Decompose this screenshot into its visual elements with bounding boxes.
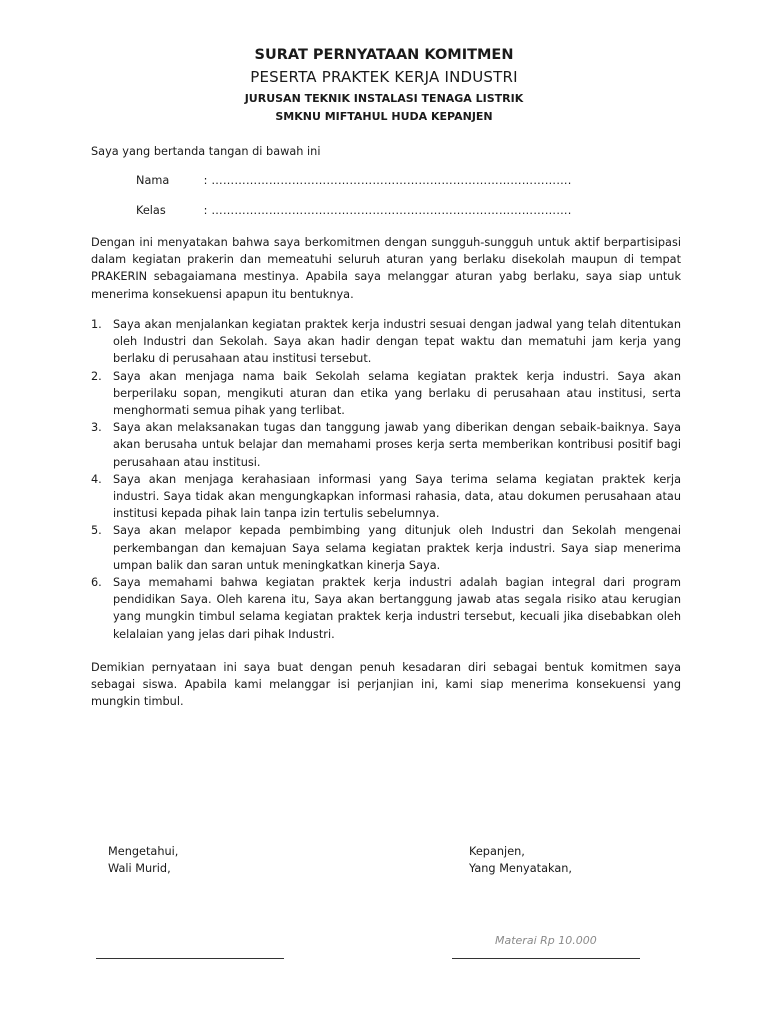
field-nama-label: Nama <box>136 174 170 187</box>
field-kelas <box>136 204 572 217</box>
signature-line-right <box>452 958 640 959</box>
list-item <box>91 574 681 643</box>
school-name: SMKNU MIFTAHUL HUDA KEPANJEN <box>275 110 493 123</box>
list-item-number: 5. <box>91 524 102 538</box>
list-item-number: 3. <box>91 421 102 435</box>
list-item-text: Saya akan menjaga nama baik Sekolah selama kegiatan praktek kerja industri. Saya akan berperilaku sopan, mengikuti aturan dan etika yang berlaku di perusahaan atau institusi, serta menghormati semua pihak yang terlibat. <box>113 369 681 418</box>
signature-left-line1: Mengetahui, <box>108 845 179 858</box>
list-item-text: Saya akan menjalankan kegiatan praktek kerja industri sesuai dengan jadwal yang telah ditentukan oleh Industri dan Sekolah. Saya akan hadir dengan tepat waktu dan mematuhi jam kerja yang berlaku di perusahaan atau institusi tersebut. <box>113 318 681 366</box>
list-item <box>91 368 681 420</box>
department-name: JURUSAN TEKNIK INSTALASI TENAGA LISTRIK <box>244 92 524 105</box>
list-item-number: 4. <box>91 472 102 486</box>
field-kelas-label: Kelas <box>136 204 166 217</box>
commitment-list <box>91 316 681 643</box>
list-item-number: 2. <box>91 369 102 383</box>
field-nama <box>136 174 572 187</box>
document-subtitle: PESERTA PRAKTEK KERJA INDUSTRI <box>250 68 518 86</box>
list-item-text: Saya memahami bahwa kegiatan praktek kerja industri adalah bagian integral dari program pendidikan Saya. Oleh karena itu, Saya akan bertanggung jawab atas segala risiko atau kerugian yang mungkin timbul selama kegiatan praktek kerja industri tersebut, kecuali jika disebabkan oleh kelalaian yang jelas dari pihak Industri. <box>113 576 681 641</box>
list-item-text: Saya akan menjaga kerahasiaan informasi yang Saya terima selama kegiatan praktek kerja industri. Saya tidak akan mengungkapkan informasi rahasia, data, atau dokumen perusahaan atau institusi kepada pihak lain tanpa izin tertulis sebelumnya. <box>113 472 681 521</box>
closing-paragraph: Demikian pernyataan ini saya buat dengan penuh kesadaran diri sebagai bentuk komitmen saya sebagai siswa. Apabila kami melanggar isi perjanjian ini, kami siap menerima konsekuensi yang mungkin timbul. <box>91 661 681 709</box>
materai-note: Materai Rp 10.000 <box>495 934 597 947</box>
list-item-text: Saya akan melapor kepada pembimbing yang ditunjuk oleh Industri dan Sekolah mengenai perkembangan dan kemajuan Saya selama kegiatan praktek kerja industri. Saya siap menerima umpan balik dan saran untuk meningkatkan kinerja Saya. <box>113 524 681 572</box>
field-nama-value: : …………………………………………………………………………………. <box>203 174 572 187</box>
signature-right-line2: Yang Menyatakan, <box>469 862 573 875</box>
list-item-text: Saya akan melaksanakan tugas dan tanggung jawab yang diberikan dengan sebaik-baiknya. Saya akan berusaha untuk belajar dan memahami proses kerja serta memberikan kontribusi positif bagi perusahaan atau institusi. <box>113 421 681 469</box>
list-item <box>91 471 681 523</box>
signature-right-line1: Kepanjen, <box>469 845 525 858</box>
document-title: SURAT PERNYATAAN KOMITMEN <box>254 47 514 63</box>
signature-block-right <box>469 843 572 877</box>
signature-left-line2: Wali Murid, <box>108 862 171 875</box>
list-item <box>91 419 681 471</box>
list-item <box>91 522 681 574</box>
statement-paragraph: Dengan ini menyatakan bahwa saya berkomitmen dengan sungguh-sungguh untuk aktif berpartisipasi dalam kegiatan prakerin dan memeatuhi seluruh aturan yang berlaku disekolah maupun di tempat PRAKERIN sebagaiamana mestinya. Apabila saya melanggar aturan yabg berlaku, saya siap untuk menerima konsekuensi apapun itu bentuknya. <box>91 236 681 301</box>
signature-block-left <box>108 843 178 877</box>
signature-line-left <box>96 958 284 959</box>
field-kelas-value: : …………………………………………………………………………………. <box>203 204 572 217</box>
list-item <box>91 316 681 368</box>
intro-text: Saya yang bertanda tangan di bawah ini <box>91 145 321 158</box>
list-item-number: 6. <box>91 576 102 590</box>
list-item-number: 1. <box>91 318 102 331</box>
